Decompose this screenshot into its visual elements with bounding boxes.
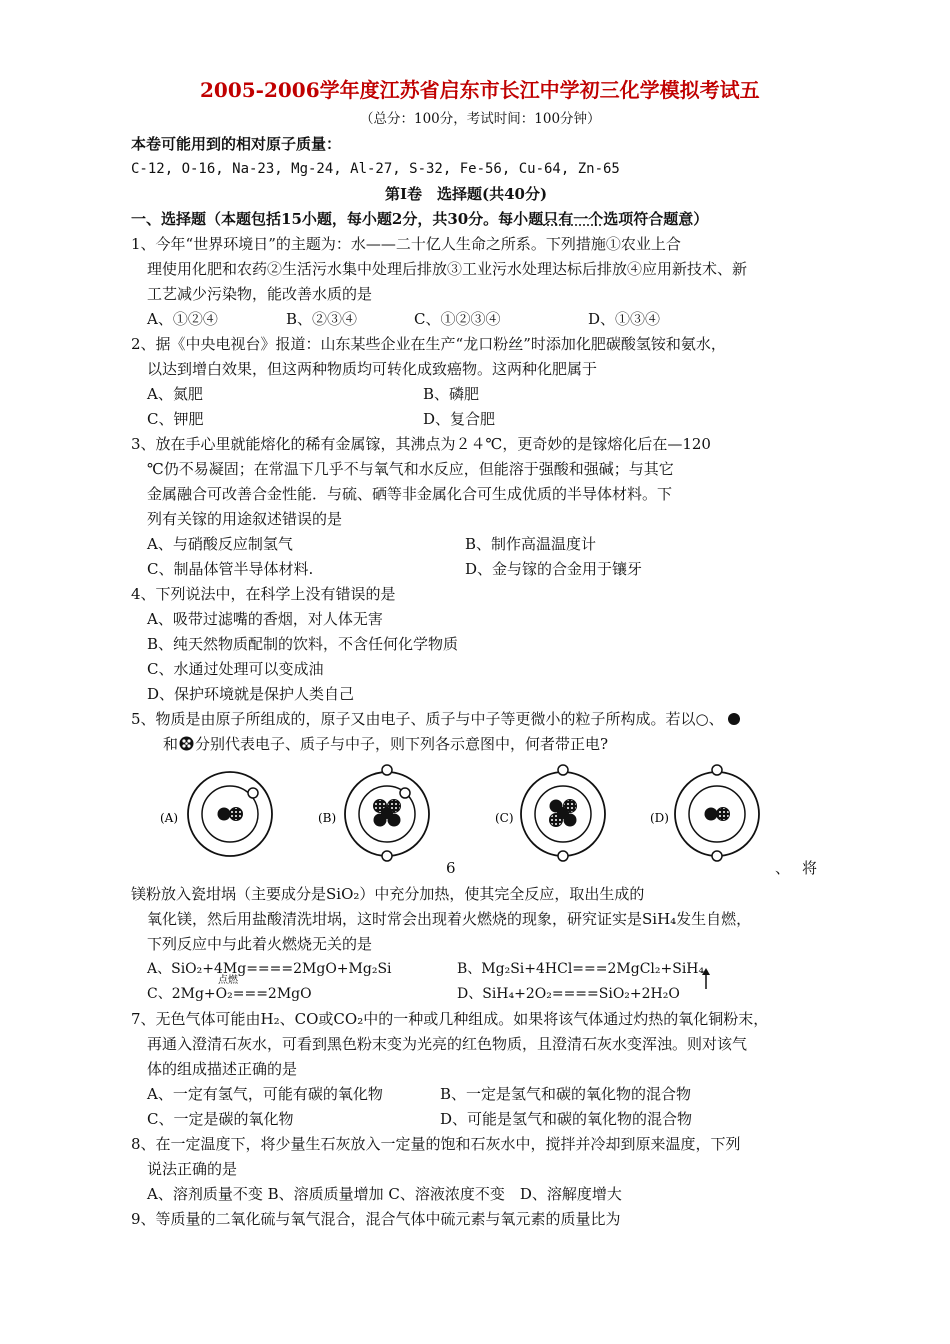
q3-option-b: B、制作高温温度计	[465, 535, 597, 553]
q7-option-c: C、一定是碳的氧化物	[147, 1110, 294, 1128]
q3-line3: 金属融合可改善合金性能．与硫、硒等非金属化合可生成优质的半导体材料。下	[147, 485, 673, 503]
q5-line1: 5、物质是由原子所组成的，原子又由电子、质子与中子等更微小的粒子所构成。若以○、	[131, 709, 740, 729]
atomic-mass-list: C-12, O-16, Na-23, Mg-24, Al-27, S-32, Fe-56, Cu-64, Zn-65	[131, 161, 620, 177]
q7-option-b: B、一定是氢气和碳的氧化物的混合物	[440, 1085, 692, 1103]
q3-line4: 列有关镓的用途叙述错误的是	[147, 510, 343, 528]
proton-symbol-icon	[728, 713, 740, 725]
q6-option-a: A、SiO₂+4Mg====2MgO+Mg₂Si	[147, 961, 392, 977]
atom-diagrams	[150, 762, 770, 862]
atom-diagram-b	[318, 765, 429, 861]
q8-options: A、溶剂质量不变 B、溶质质量增加 C、溶液浓度不变 D、溶解度增大	[147, 1185, 622, 1203]
q4-option-a: A、吸带过滤嘴的香烟，对人体无害	[147, 610, 383, 628]
diagram-label-a: (A)	[160, 811, 179, 825]
q9-line1: 9、等质量的二氧化硫与氧气混合，混合气体中硫元素与氧元素的质量比为	[131, 1210, 621, 1228]
q3-line1: 3、放在手心里就能熔化的稀有金属镓，其沸点为２４℃，更奇妙的是镓熔化后在—120	[131, 435, 711, 453]
emphasis-dots: 只有一个	[543, 210, 604, 228]
section-title: 第Ⅰ卷 选择题(共40分)	[385, 185, 548, 203]
q7-line1: 7、无色气体可能由H₂、CO或CO₂中的一种或几种组成。如果将该气体通过灼热的氧化铜粉末，	[131, 1010, 769, 1028]
atomic-mass-label: 本卷可能用到的相对原子质量：	[131, 135, 342, 153]
q1-option-a: A、①②④	[147, 310, 218, 328]
q2-line1: 2、据《中央电视台》报道：山东某些企业在生产“龙口粉丝”时添加化肥碳酸氢铵和氨水，	[131, 335, 726, 353]
q6-line1: 镁粉放入瓷坩埚（主要成分是SiO₂）中充分加热，使其完全反应，取出生成的	[131, 885, 645, 903]
q3-option-d: D、金与镓的合金用于镶牙	[465, 560, 643, 578]
q6-number: 6	[446, 859, 456, 877]
q2-option-d: D、复合肥	[423, 410, 496, 428]
diagram-label-b: (B)	[318, 811, 337, 825]
q4-option-b: B、纯天然物质配制的饮料，不含任何化学物质	[147, 635, 459, 653]
q6-option-d: D、SiH₄+2O₂====SiO₂+2H₂O	[457, 986, 680, 1002]
q1-option-b: B、②③④	[286, 310, 358, 328]
q5-line2: 和 分别代表电子、质子与中子，则下列各示意图中，何者带正电?	[163, 735, 609, 753]
q1-option-d: D、①③④	[588, 310, 661, 328]
q6-condition: 点燃	[218, 975, 238, 986]
q1-line2: 理使用化肥和农药②生活污水集中处理后排放③工业污水处理达标后排放④应用新技术、新	[147, 260, 748, 278]
q6-head: 、将	[775, 859, 830, 877]
q8-line2: 说法正确的是	[147, 1160, 238, 1178]
q7-line3: 体的组成描述正确的是	[147, 1060, 298, 1078]
q2-option-b: B、磷肥	[423, 385, 480, 403]
q2-option-a: A、氮肥	[147, 385, 203, 403]
q3-line2: ℃仍不易凝固；在常温下几乎不与氧气和水反应，但能溶于强酸和强碱；与其它	[147, 460, 674, 478]
q6-option-c: C、2Mg+O₂===2MgO	[147, 986, 312, 1002]
q6-option-b: B、Mg₂Si+4HCl===2MgCl₂+SiH₄	[457, 961, 705, 977]
q4-option-c: C、水通过处理可以变成油	[147, 660, 324, 678]
diagram-label-c: (C)	[495, 811, 514, 825]
q6-line3: 下列反应中与此着火燃烧无关的是	[147, 935, 373, 953]
q2-line2: 以达到增白效果，但这两种物质均可转化成致癌物。这两种化肥属于	[147, 360, 598, 378]
part-title: 一、选择题（本题包括15小题，每小题2分，共30分。每小题只有一个选项符合题意）	[131, 210, 709, 228]
atom-diagram-c	[495, 765, 605, 861]
exam-title: 2005-2006学年度江苏省启东市长江中学初三化学模拟考试五	[200, 78, 760, 102]
q1-option-c: C、①②③④	[414, 310, 501, 328]
neutron-symbol-icon	[179, 736, 194, 751]
exam-subtitle: （总分：100分，考试时间：100分钟）	[360, 111, 601, 127]
q8-line1: 8、在一定温度下，将少量生石灰放入一定量的饱和石灰水中，搅拌并冷却到原来温度，下列	[131, 1135, 741, 1153]
q7-option-d: D、可能是氢气和碳的氧化物的混合物	[440, 1110, 693, 1128]
q3-option-c: C、制晶体管半导体材料.	[147, 560, 314, 578]
atom-diagram-d	[650, 765, 759, 861]
q6-line2: 氧化镁，然后用盐酸清洗坩埚，这时常会出现着火燃烧的现象，研究证实是SiH₄发生自燃，	[147, 910, 752, 928]
q7-option-a: A、一定有氢气，可能有碳的氧化物	[147, 1085, 383, 1103]
atom-diagram-a	[160, 772, 272, 856]
q4-option-d: D、保护环境就是保护人类自己	[147, 685, 355, 703]
q1-line1: 1、今年“世界环境日”的主题为：水——二十亿人生命之所系。下列措施①农业上合	[131, 235, 681, 253]
gas-arrow-icon	[700, 968, 712, 990]
q3-option-a: A、与硝酸反应制氢气	[147, 535, 293, 553]
q4-line1: 4、下列说法中，在科学上没有错误的是	[131, 585, 396, 603]
diagram-label-d: (D)	[650, 811, 669, 825]
q1-line3: 工艺减少污染物，能改善水质的是	[147, 285, 373, 303]
q2-option-c: C、钾肥	[147, 410, 204, 428]
q7-line2: 再通入澄清石灰水，可看到黑色粉末变为光亮的红色物质，且澄清石灰水变浑浊。则对该气	[147, 1035, 748, 1053]
